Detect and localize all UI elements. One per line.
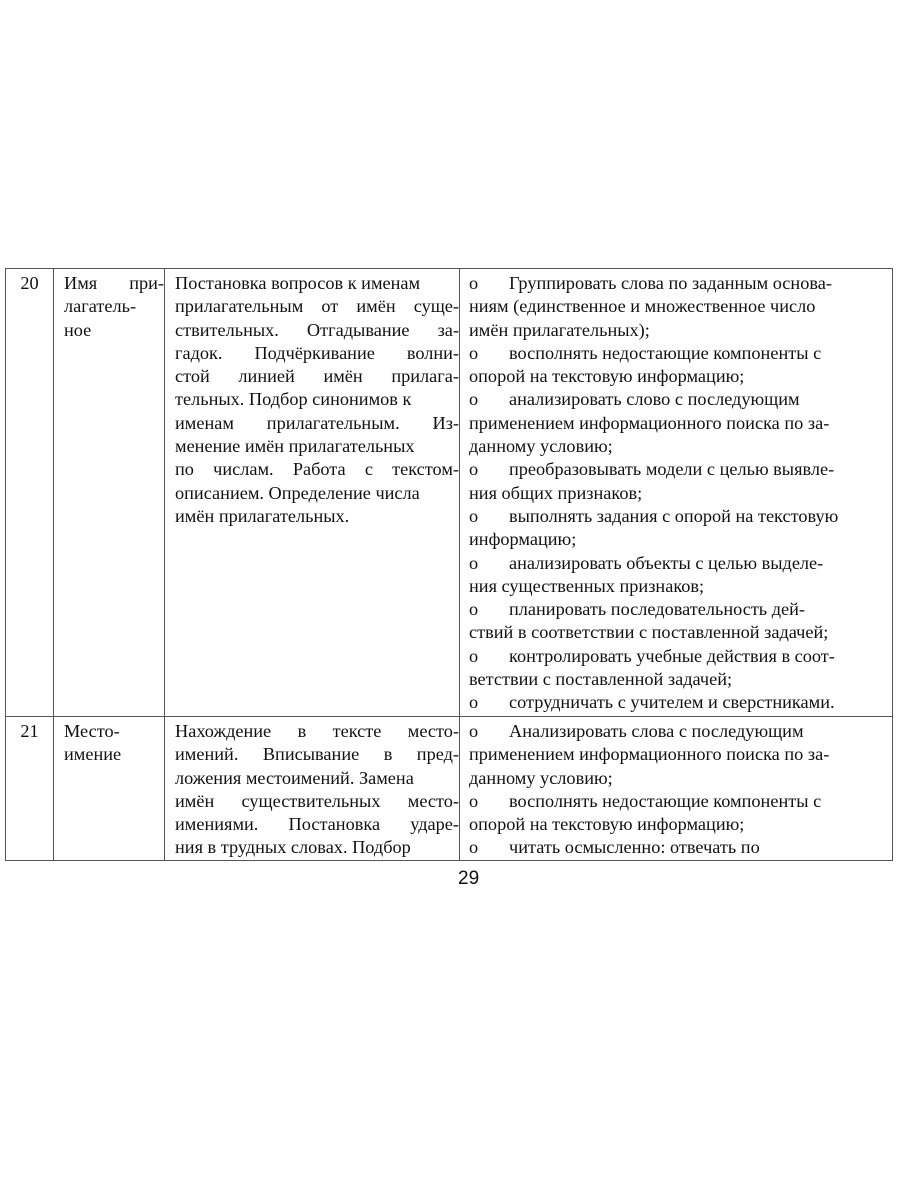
text-line: по числам. Работа с текстом- xyxy=(175,459,459,480)
bullet-marker: o xyxy=(469,790,479,811)
skill-text: восполнять недостающие компоненты с xyxy=(509,790,822,811)
curriculum-table xyxy=(5,268,893,861)
skill-text: Анализировать слова с последующим xyxy=(509,721,804,741)
skill-item xyxy=(469,691,892,714)
text-line: гадок. Подчёркивание волни- xyxy=(175,342,459,363)
text-line: имён существительных место- xyxy=(175,790,459,811)
bullet-marker: o xyxy=(469,645,479,666)
bullet-marker: o xyxy=(469,505,479,526)
skill-text: преобразовывать модели с целью выявле- xyxy=(509,459,835,480)
text-line: имениями. Постановка ударе- xyxy=(175,814,459,835)
skill-text: информацию; xyxy=(469,529,577,550)
skill-text: применением информационного поиска по за- xyxy=(469,744,830,765)
activities-cell xyxy=(165,269,460,717)
text-line: Нахождение в тексте место- xyxy=(175,721,459,741)
skill-item xyxy=(469,272,892,342)
skill-text: ния существенных признаков; xyxy=(469,575,705,596)
topic-cell xyxy=(54,717,165,861)
bullet-marker: o xyxy=(469,342,479,363)
skill-text: применением информационного поиска по за- xyxy=(469,412,830,433)
skill-text: опорой на текстовую информацию; xyxy=(469,366,745,387)
text-line: имений. Вписывание в пред- xyxy=(175,744,459,765)
table-row xyxy=(6,269,893,717)
activities-cell xyxy=(165,717,460,861)
text-line: ствительных. Отгадывание за- xyxy=(175,319,459,340)
skill-text: ниям (единственное и множественное число xyxy=(469,296,816,317)
row-number: 20 xyxy=(6,269,54,717)
bullet-marker: o xyxy=(469,721,479,741)
text-line: описанием. Определение числа xyxy=(175,482,420,503)
skill-text: анализировать объекты с целью выделе- xyxy=(509,552,824,573)
skill-text: данному условию; xyxy=(469,767,613,788)
skill-text: анализировать слово с последующим xyxy=(509,389,800,410)
text-line: Место- xyxy=(64,721,120,741)
topic-cell xyxy=(54,269,165,717)
skill-text: контролировать учебные действия в соот- xyxy=(509,645,835,666)
skill-item xyxy=(469,598,892,645)
table-row xyxy=(6,717,893,861)
skill-item xyxy=(469,645,892,692)
bullet-marker: o xyxy=(469,389,479,410)
text-line: Постановка вопросов к именам xyxy=(175,273,421,293)
skill-text: данному условию; xyxy=(469,436,613,457)
page-number: 29 xyxy=(458,868,480,889)
text-line: имение xyxy=(64,744,122,765)
skills-cell xyxy=(460,717,893,861)
bullet-marker: o xyxy=(469,599,479,620)
text-line: ложения местоимений. Замена xyxy=(175,767,414,788)
text-line: Имя при- xyxy=(64,273,164,293)
text-line: ное xyxy=(64,319,92,340)
row-number: 21 xyxy=(6,717,54,861)
bullet-marker: o xyxy=(469,692,479,713)
skill-item xyxy=(469,790,892,837)
text-line: менение имён прилагательных xyxy=(175,436,415,457)
bullet-marker: o xyxy=(469,459,479,480)
text-line: лагатель- xyxy=(64,296,137,317)
skill-item xyxy=(469,505,892,552)
text-line: именам прилагательным. Из- xyxy=(175,412,459,433)
skill-item xyxy=(469,458,892,505)
text-line: прилагательным от имён суще- xyxy=(175,296,459,317)
skill-item xyxy=(469,720,892,790)
skill-item xyxy=(469,552,892,599)
text-line: стой линией имён прилага- xyxy=(175,366,459,387)
skill-text: сотрудничать с учителем и сверстниками. xyxy=(509,692,835,713)
skill-text: Группировать слова по заданным основа- xyxy=(509,273,832,293)
skill-text: планировать последовательность дей- xyxy=(509,599,805,620)
text-line: тельных. Подбор синонимов к xyxy=(175,389,412,410)
skill-item xyxy=(469,388,892,458)
skill-item xyxy=(469,342,892,389)
skill-text: ветствии с поставленной задачей; xyxy=(469,669,733,690)
bullet-marker: o xyxy=(469,273,479,293)
skill-text: читать осмысленно: отвечать по xyxy=(509,837,760,858)
skill-text: ния общих признаков; xyxy=(469,482,643,503)
skill-text: ствий в соответствии с поставленной задачей; xyxy=(469,622,829,643)
skill-text: имён прилагательных); xyxy=(469,319,650,340)
bullet-marker: o xyxy=(469,837,479,858)
skill-text: выполнять задания с опорой на текстовую xyxy=(509,505,839,526)
skill-text: восполнять недостающие компоненты с xyxy=(509,342,822,363)
text-line: ния в трудных словах. Подбор xyxy=(175,837,411,858)
bullet-marker: o xyxy=(469,552,479,573)
skills-cell xyxy=(460,269,893,717)
skill-item xyxy=(469,836,892,859)
text-line: имён прилагательных. xyxy=(175,505,350,526)
skill-text: опорой на текстовую информацию; xyxy=(469,814,745,835)
